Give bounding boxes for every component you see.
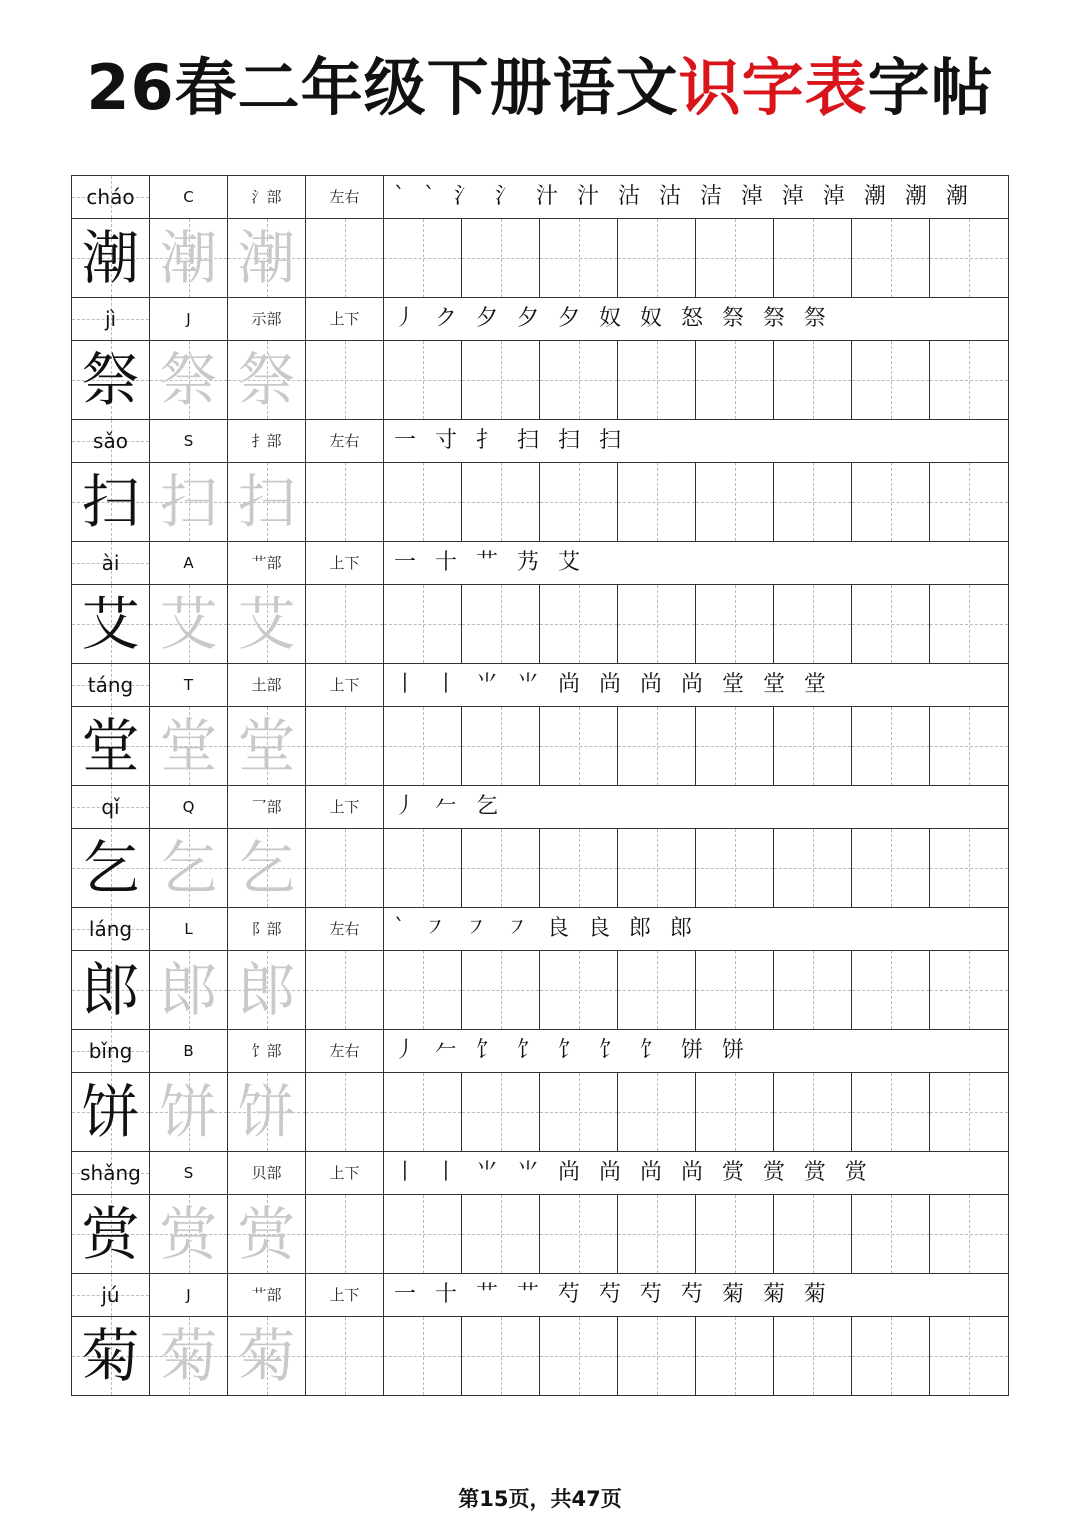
stroke-order: 丿 𠂉 饣 饣 饣 饣 饣 饼 饼 — [394, 1038, 750, 1063]
model-character: 扫 — [81, 468, 140, 536]
character-row — [71, 340, 1009, 419]
practice-box[interactable] — [384, 829, 462, 907]
practice-box[interactable] — [462, 1317, 540, 1395]
trace-character: 郎 — [237, 956, 296, 1024]
practice-box[interactable] — [852, 463, 930, 541]
practice-box[interactable] — [306, 829, 384, 907]
pinyin-label — [72, 786, 150, 828]
practice-box[interactable] — [852, 585, 930, 663]
stroke-order: 一 十 艹 艹 芍 芍 芍 芍 菊 菊 菊 — [394, 1282, 832, 1307]
practice-box[interactable] — [618, 341, 696, 419]
pinyin-label-text: shǎng — [80, 1161, 141, 1185]
radical-label — [228, 1274, 306, 1316]
model-character-box — [72, 585, 150, 663]
trace-character-box — [150, 951, 228, 1029]
model-character: 潮 — [81, 224, 140, 292]
model-character: 郎 — [81, 956, 140, 1024]
trace-character-box — [228, 829, 306, 907]
practice-box[interactable] — [618, 1317, 696, 1395]
practice-box[interactable] — [696, 829, 774, 907]
page-footer: 第15页，共47页 — [458, 1487, 622, 1511]
practice-box[interactable] — [462, 1195, 540, 1273]
pinyin-label-text: jì — [104, 307, 117, 331]
structure-label-text: 左右 — [329, 920, 360, 938]
initial-letter-text: B — [183, 1042, 194, 1060]
practice-box[interactable] — [306, 1317, 384, 1395]
pinyin-label-text: jú — [101, 1283, 120, 1307]
practice-box[interactable] — [540, 219, 618, 297]
practice-box[interactable] — [384, 341, 462, 419]
radical-label-text: 土部 — [251, 676, 282, 694]
info-row — [71, 663, 1009, 706]
practice-box[interactable] — [696, 707, 774, 785]
trace-character-box — [228, 707, 306, 785]
practice-box[interactable] — [462, 1073, 540, 1151]
initial-letter — [150, 1152, 228, 1194]
info-row — [71, 541, 1009, 584]
radical-label-text: 扌部 — [251, 432, 282, 450]
practice-box[interactable] — [618, 829, 696, 907]
practice-box[interactable] — [930, 463, 1008, 541]
practice-box[interactable] — [306, 1195, 384, 1273]
practice-box[interactable] — [774, 219, 852, 297]
radical-label — [228, 542, 306, 584]
pinyin-label-text: bǐng — [88, 1039, 133, 1063]
practice-box[interactable] — [462, 951, 540, 1029]
page-title — [0, 48, 1080, 128]
stroke-order: ` ㇇ ㇇ ㇇ 良 良 郎 郎 — [394, 916, 698, 941]
trace-character: 赏 — [159, 1200, 218, 1268]
initial-letter — [150, 420, 228, 462]
character-row — [71, 950, 1009, 1029]
character-row — [71, 706, 1009, 785]
pinyin-label-text: qǐ — [101, 795, 120, 819]
trace-character-box — [150, 463, 228, 541]
radical-label-text: 艹部 — [251, 1286, 282, 1304]
practice-box[interactable] — [774, 1073, 852, 1151]
practice-box[interactable] — [618, 1073, 696, 1151]
pinyin-label — [72, 420, 150, 462]
practice-box[interactable] — [852, 1317, 930, 1395]
trace-character-box — [228, 219, 306, 297]
structure-label-text: 上下 — [329, 554, 360, 572]
trace-character-box — [228, 1073, 306, 1151]
practice-box[interactable] — [540, 1073, 618, 1151]
initial-letter-text: J — [186, 310, 191, 328]
pinyin-label — [72, 176, 150, 218]
trace-character-box — [228, 463, 306, 541]
character-row — [71, 1072, 1009, 1151]
practice-box[interactable] — [852, 829, 930, 907]
practice-box[interactable] — [618, 707, 696, 785]
initial-letter-text: J — [186, 1286, 191, 1304]
info-row — [71, 1029, 1009, 1072]
trace-character: 艾 — [159, 590, 218, 658]
practice-box[interactable] — [618, 585, 696, 663]
info-row — [71, 419, 1009, 462]
title-main: 26春二年级下册语文 — [86, 51, 679, 124]
sheet-bottom-border — [71, 1395, 1009, 1396]
trace-character: 乞 — [159, 834, 218, 902]
trace-character: 菊 — [237, 1322, 296, 1390]
info-row — [71, 175, 1009, 218]
stroke-order: 丨 丨 ⺌ ⺌ 尚 尚 尚 尚 赏 赏 赏 赏 — [394, 1160, 873, 1185]
practice-box[interactable] — [852, 951, 930, 1029]
radical-label — [228, 298, 306, 340]
practice-box[interactable] — [696, 585, 774, 663]
practice-box[interactable] — [384, 1195, 462, 1273]
info-row — [71, 297, 1009, 340]
trace-character: 祭 — [159, 346, 218, 414]
model-character: 祭 — [81, 346, 140, 414]
practice-box[interactable] — [774, 463, 852, 541]
practice-box[interactable] — [696, 1073, 774, 1151]
practice-box[interactable] — [384, 585, 462, 663]
practice-box[interactable] — [618, 1195, 696, 1273]
model-character: 赏 — [81, 1200, 140, 1268]
practice-box[interactable] — [306, 463, 384, 541]
initial-letter-text: Q — [182, 798, 195, 816]
trace-character-box — [150, 341, 228, 419]
initial-letter — [150, 1030, 228, 1072]
practice-box[interactable] — [774, 1195, 852, 1273]
practice-box[interactable] — [930, 1195, 1008, 1273]
structure-label — [306, 1274, 384, 1316]
trace-character: 扫 — [159, 468, 218, 536]
pinyin-label — [72, 1030, 150, 1072]
pinyin-label — [72, 1274, 150, 1316]
structure-label-text: 上下 — [329, 1286, 360, 1304]
radical-label — [228, 664, 306, 706]
practice-box[interactable] — [540, 951, 618, 1029]
practice-box[interactable] — [462, 219, 540, 297]
pinyin-label-text: sǎo — [93, 429, 128, 453]
practice-box[interactable] — [618, 463, 696, 541]
model-character-box — [72, 219, 150, 297]
structure-label — [306, 786, 384, 828]
character-row — [71, 218, 1009, 297]
radical-label-text: 贝部 — [251, 1164, 282, 1182]
practice-box[interactable] — [384, 951, 462, 1029]
trace-character: 潮 — [159, 224, 218, 292]
practice-box[interactable] — [618, 219, 696, 297]
trace-character: 堂 — [159, 712, 218, 780]
radical-label — [228, 908, 306, 950]
practice-box[interactable] — [852, 1195, 930, 1273]
practice-box[interactable] — [540, 829, 618, 907]
stroke-order: 一 十 艹 艿 艾 — [394, 550, 586, 575]
practice-box[interactable] — [462, 829, 540, 907]
stroke-order: 丿 ク 夕 夕 夕 奴 奴 怒 祭 祭 祭 — [394, 306, 832, 331]
info-row — [71, 907, 1009, 950]
title-suffix: 字帖 — [867, 51, 994, 124]
practice-box[interactable] — [696, 1317, 774, 1395]
practice-box[interactable] — [306, 341, 384, 419]
practice-box[interactable] — [696, 219, 774, 297]
trace-character-box — [228, 341, 306, 419]
practice-box[interactable] — [306, 219, 384, 297]
practice-box[interactable] — [930, 1073, 1008, 1151]
practice-box[interactable] — [930, 951, 1008, 1029]
practice-box[interactable] — [930, 341, 1008, 419]
practice-box[interactable] — [930, 829, 1008, 907]
practice-box[interactable] — [930, 1317, 1008, 1395]
radical-label — [228, 1152, 306, 1194]
model-character: 艾 — [81, 590, 140, 658]
radical-label — [228, 786, 306, 828]
stroke-order: 一 寸 扌 扫 扫 扫 — [394, 428, 627, 453]
pinyin-label — [72, 298, 150, 340]
pinyin-label-text: ài — [101, 551, 120, 575]
model-character-box — [72, 463, 150, 541]
pinyin-label — [72, 664, 150, 706]
info-row — [71, 785, 1009, 828]
model-character-box — [72, 341, 150, 419]
practice-box[interactable] — [306, 1073, 384, 1151]
practice-box[interactable] — [540, 707, 618, 785]
structure-label — [306, 1030, 384, 1072]
structure-label-text: 上下 — [329, 1164, 360, 1182]
practice-box[interactable] — [696, 951, 774, 1029]
structure-label — [306, 1152, 384, 1194]
structure-label — [306, 542, 384, 584]
model-character-box — [72, 1073, 150, 1151]
structure-label — [306, 176, 384, 218]
practice-box[interactable] — [462, 707, 540, 785]
practice-box[interactable] — [852, 707, 930, 785]
practice-box[interactable] — [774, 829, 852, 907]
practice-box[interactable] — [774, 951, 852, 1029]
practice-box[interactable] — [306, 951, 384, 1029]
structure-label-text: 上下 — [329, 676, 360, 694]
trace-character-box — [150, 829, 228, 907]
character-row — [71, 584, 1009, 663]
pinyin-label — [72, 1152, 150, 1194]
trace-character-box — [150, 707, 228, 785]
practice-box[interactable] — [618, 951, 696, 1029]
initial-letter — [150, 176, 228, 218]
model-character: 菊 — [81, 1322, 140, 1390]
practice-box[interactable] — [852, 1073, 930, 1151]
trace-character-box — [150, 585, 228, 663]
initial-letter-text: S — [183, 432, 194, 450]
structure-label-text: 左右 — [329, 432, 360, 450]
stroke-order: ` ` 氵 氵 汁 汁 沽 沽 洁 淖 淖 淖 潮 潮 潮 — [394, 184, 974, 209]
trace-character-box — [228, 1195, 306, 1273]
trace-character-box — [228, 1317, 306, 1395]
radical-label-text: 饣部 — [251, 1042, 282, 1060]
character-row — [71, 828, 1009, 907]
model-character: 堂 — [81, 712, 140, 780]
pinyin-label-text: táng — [87, 673, 134, 697]
practice-box[interactable] — [774, 1317, 852, 1395]
practice-box[interactable] — [462, 585, 540, 663]
practice-box[interactable] — [930, 219, 1008, 297]
model-character-box — [72, 1195, 150, 1273]
initial-letter-text: S — [183, 1164, 194, 1182]
practice-box[interactable] — [384, 1317, 462, 1395]
initial-letter-text: A — [183, 554, 194, 572]
practice-box[interactable] — [696, 1195, 774, 1273]
pinyin-label — [72, 908, 150, 950]
trace-character-box — [150, 1317, 228, 1395]
trace-character: 潮 — [237, 224, 296, 292]
practice-box[interactable] — [540, 341, 618, 419]
structure-label-text: 上下 — [329, 310, 360, 328]
practice-box[interactable] — [774, 585, 852, 663]
trace-character-box — [228, 951, 306, 1029]
trace-character: 艾 — [237, 590, 296, 658]
trace-character: 祭 — [237, 346, 296, 414]
practice-box[interactable] — [540, 1195, 618, 1273]
trace-character: 菊 — [159, 1322, 218, 1390]
practice-box[interactable] — [384, 707, 462, 785]
stroke-order: 丨 丨 ⺌ ⺌ 尚 尚 尚 尚 堂 堂 堂 — [394, 672, 832, 697]
practice-box[interactable] — [384, 1073, 462, 1151]
radical-label — [228, 1030, 306, 1072]
radical-label-text: 氵部 — [251, 188, 282, 206]
practice-box[interactable] — [852, 219, 930, 297]
model-character: 饼 — [81, 1078, 140, 1146]
character-row — [71, 1194, 1009, 1273]
practice-box[interactable] — [462, 341, 540, 419]
initial-letter-text: T — [183, 676, 194, 694]
title-highlight: 识字表 — [678, 51, 868, 124]
initial-letter-text: C — [183, 188, 194, 206]
structure-label — [306, 664, 384, 706]
pinyin-label-text: cháo — [86, 185, 135, 209]
stroke-order: 丿 𠂉 乞 — [394, 794, 504, 819]
model-character-box — [72, 1317, 150, 1395]
practice-box[interactable] — [384, 463, 462, 541]
practice-box[interactable] — [540, 1317, 618, 1395]
practice-sheet — [71, 175, 1009, 1396]
trace-character-box — [150, 1073, 228, 1151]
practice-box[interactable] — [930, 707, 1008, 785]
trace-character: 乞 — [237, 834, 296, 902]
pinyin-label-text: láng — [88, 917, 133, 941]
practice-box[interactable] — [852, 341, 930, 419]
practice-box[interactable] — [306, 585, 384, 663]
trace-character: 郎 — [159, 956, 218, 1024]
trace-character-box — [150, 1195, 228, 1273]
radical-label — [228, 176, 306, 218]
practice-box[interactable] — [540, 585, 618, 663]
trace-character-box — [150, 219, 228, 297]
radical-label-text: 示部 — [251, 310, 282, 328]
practice-box[interactable] — [540, 463, 618, 541]
practice-box[interactable] — [774, 341, 852, 419]
trace-character-box — [228, 585, 306, 663]
model-character-box — [72, 951, 150, 1029]
character-row — [71, 1316, 1009, 1395]
structure-label — [306, 908, 384, 950]
trace-character: 堂 — [237, 712, 296, 780]
pinyin-label — [72, 542, 150, 584]
practice-box[interactable] — [462, 463, 540, 541]
initial-letter — [150, 664, 228, 706]
initial-letter — [150, 1274, 228, 1316]
radical-label-text: 阝部 — [251, 920, 282, 938]
trace-character: 饼 — [237, 1078, 296, 1146]
practice-box[interactable] — [306, 707, 384, 785]
info-row — [71, 1151, 1009, 1194]
trace-character: 扫 — [237, 468, 296, 536]
practice-box[interactable] — [384, 219, 462, 297]
practice-box[interactable] — [696, 463, 774, 541]
trace-character: 赏 — [237, 1200, 296, 1268]
radical-label-text: 乛部 — [251, 798, 282, 816]
model-character: 乞 — [81, 834, 140, 902]
practice-box[interactable] — [930, 585, 1008, 663]
structure-label-text: 左右 — [329, 1042, 360, 1060]
practice-box[interactable] — [774, 707, 852, 785]
initial-letter — [150, 786, 228, 828]
structure-label — [306, 420, 384, 462]
structure-label-text: 上下 — [329, 798, 360, 816]
initial-letter-text: L — [184, 920, 193, 938]
initial-letter — [150, 542, 228, 584]
radical-label — [228, 420, 306, 462]
model-character-box — [72, 707, 150, 785]
structure-label-text: 左右 — [329, 188, 360, 206]
initial-letter — [150, 908, 228, 950]
practice-box[interactable] — [696, 341, 774, 419]
character-row — [71, 462, 1009, 541]
structure-label — [306, 298, 384, 340]
radical-label-text: 艹部 — [251, 554, 282, 572]
info-row — [71, 1273, 1009, 1316]
trace-character: 饼 — [159, 1078, 218, 1146]
model-character-box — [72, 829, 150, 907]
initial-letter — [150, 298, 228, 340]
